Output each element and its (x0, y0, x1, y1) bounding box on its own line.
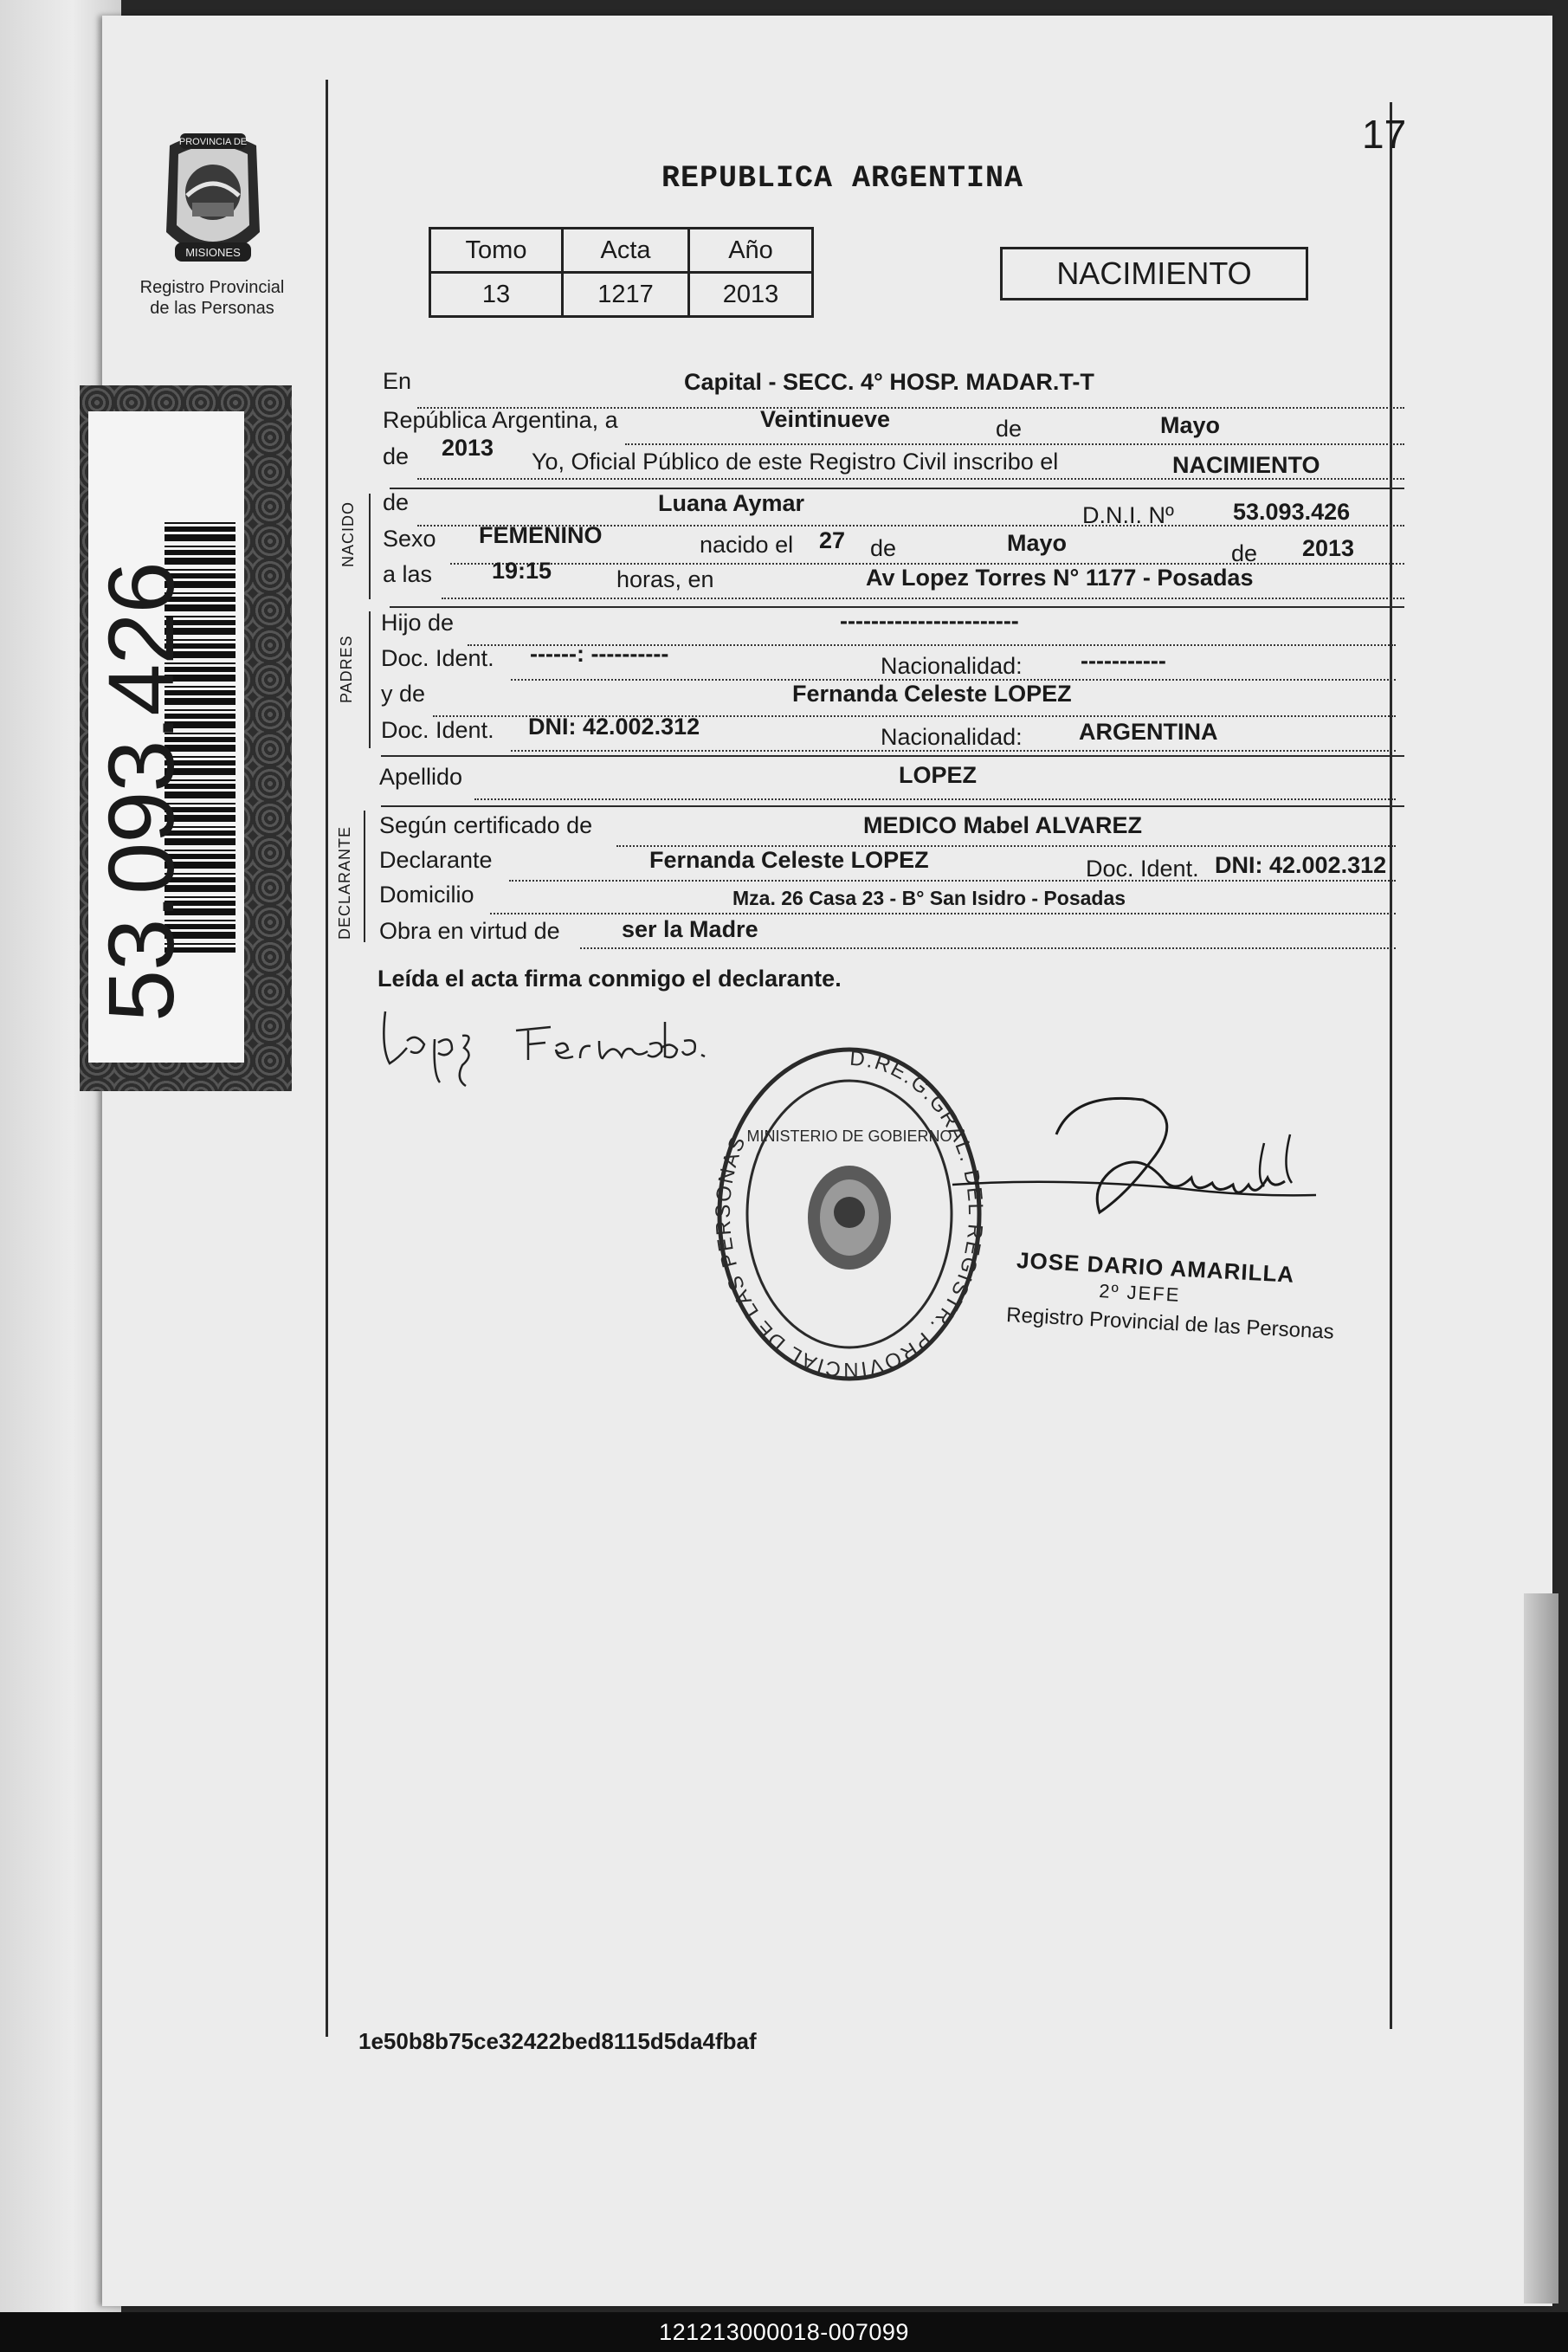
value-anio-nac: 2013 (1302, 535, 1355, 561)
label-obra: Obra en virtud de (379, 918, 560, 944)
label-horas-en: horas, en (616, 566, 714, 592)
value-hora: 19:15 (492, 558, 552, 584)
label-nacionalidad-2: Nacionalidad: (881, 724, 1023, 750)
value-dia-texto: Veintinueve (760, 406, 891, 432)
svg-text:PROVINCIA DE: PROVINCIA DE (178, 137, 248, 147)
label-nacionalidad-1: Nacionalidad: (881, 653, 1023, 679)
left-margin-rule (326, 80, 328, 2037)
label-dni-no: D.N.I. Nº (1082, 502, 1174, 528)
logo-caption (121, 277, 303, 319)
officer-office: Registro Provincial de las Personas (1005, 1303, 1335, 1344)
ref-header-tomo: Tomo (430, 229, 563, 273)
value-sexo: FEMENINO (479, 522, 603, 548)
closing-statement: Leída el acta firma conmigo el declarante. (377, 966, 842, 992)
label-hijo-de: Hijo de (381, 610, 455, 636)
section-rule (390, 488, 1404, 489)
reference-table (429, 227, 814, 318)
value-madre: Fernanda Celeste LOPEZ (792, 681, 1072, 707)
section-bracket-nacido (369, 494, 371, 599)
value-madre-doc: DNI: 42.002.312 (528, 714, 700, 740)
svg-text:MINISTERIO DE GOBIERNO: MINISTERIO DE GOBIERNO (746, 1128, 952, 1145)
section-bracket-padres (369, 611, 371, 748)
value-padre: ----------------------- (840, 608, 1019, 634)
label-de-nombre: de (383, 489, 410, 515)
ref-header-anio: Año (689, 229, 813, 273)
label-sexo: Sexo (383, 526, 436, 552)
value-dni: 53.093.426 (1233, 499, 1351, 525)
value-nombre: Luana Aymar (658, 490, 805, 516)
dots (474, 798, 1396, 800)
label-a-las: a las (383, 561, 433, 587)
section-label-nacido: NACIDO (339, 501, 357, 567)
logo-caption-line1: Registro Provincial (139, 278, 285, 297)
label-doc-ident-3: Doc. Ident. (1086, 856, 1199, 882)
ref-value-tomo: 13 (430, 273, 563, 317)
value-certificado: MEDICO Mabel ALVAREZ (863, 812, 1143, 838)
label-segun: Según certificado de (379, 812, 593, 838)
barcode-number: 53.093.426 (88, 562, 193, 1022)
label-oficial: Yo, Oficial Público de este Registro Civil inscribo el (532, 449, 1059, 475)
label-doc-ident-2: Doc. Ident. (381, 717, 494, 743)
value-lugar: Capital - SECC. 4° HOSP. MADAR.T-T (684, 369, 1094, 395)
dots (580, 947, 1396, 949)
section-label-declarante: DECLARANTE (336, 825, 353, 940)
document-hash: 1e50b8b75ce32422bed8115d5da4fbaf (358, 2028, 757, 2054)
dots (625, 443, 1404, 445)
ref-value-anio: 2013 (689, 273, 813, 317)
value-acto: NACIMIENTO (1172, 452, 1320, 478)
document-type-box: NACIMIENTO (1000, 247, 1308, 300)
section-rule (381, 755, 1404, 757)
officer-title: 2º JEFE (1098, 1280, 1182, 1306)
value-apellido: LOPEZ (899, 762, 978, 788)
label-apellido: Apellido (379, 764, 463, 790)
label-nacido-el: nacido el (700, 532, 794, 558)
scan-footer-code: 121213000018-007099 (659, 2318, 909, 2345)
declarant-signature (372, 996, 762, 1091)
officer-name: JOSE DARIO AMARILLA (1016, 1247, 1295, 1288)
dots (490, 913, 1396, 914)
label-doc-ident-1: Doc. Ident. (381, 645, 494, 671)
officer-signature (935, 1082, 1342, 1256)
label-de-year: de (1231, 540, 1258, 566)
dots (442, 598, 1404, 599)
section-label-padres: PADRES (338, 635, 355, 703)
svg-text:D.RE.G.GRAL. DEL REGISTR. PROV: D.RE.G.GRAL. DEL REGISTR. PROVINCIAL DE LAS PERSONAS (711, 1046, 988, 1382)
province-coat-of-arms-icon (149, 128, 277, 271)
label-de-mid: de (996, 416, 1023, 442)
right-margin-rule (1390, 102, 1392, 2029)
label-en: En (383, 368, 412, 394)
page-edge (1524, 1593, 1558, 2304)
label-de-day: de (870, 535, 897, 561)
value-declarante-doc: DNI: 42.002.312 (1215, 852, 1387, 878)
section-rule (381, 805, 1404, 807)
value-mes: Mayo (1160, 412, 1221, 438)
label-domicilio: Domicilio (379, 882, 474, 908)
value-anio: 2013 (442, 435, 494, 461)
scan-footer (0, 2312, 1568, 2352)
value-declarante: Fernanda Celeste LOPEZ (649, 847, 929, 873)
value-obra: ser la Madre (622, 916, 758, 942)
page-number: 17 (1362, 112, 1407, 157)
value-direccion-nac: Av Lopez Torres N° 1177 - Posadas (866, 565, 1254, 591)
dots (509, 880, 1396, 882)
value-dia-nac: 27 (819, 527, 846, 553)
section-bracket-declarante (364, 811, 365, 942)
label-declarante: Declarante (379, 847, 493, 873)
ref-header-acta: Acta (563, 229, 689, 273)
logo-caption-line2: de las Personas (150, 299, 274, 318)
value-madre-nac: ARGENTINA (1079, 719, 1218, 745)
label-y-de: y de (381, 681, 426, 707)
value-mes-nac: Mayo (1007, 530, 1068, 556)
value-padre-doc: ------: ---------- (530, 641, 669, 667)
country-heading: REPUBLICA ARGENTINA (661, 161, 1024, 196)
ref-value-acta: 1217 (563, 273, 689, 317)
svg-text:MISIONES: MISIONES (185, 246, 241, 259)
label-republica: República Argentina, a (383, 407, 618, 433)
value-padre-nac: ----------- (1081, 648, 1166, 674)
value-domicilio: Mza. 26 Casa 23 - B° San Isidro - Posadas (732, 887, 1126, 909)
label-de-start: de (383, 443, 410, 469)
